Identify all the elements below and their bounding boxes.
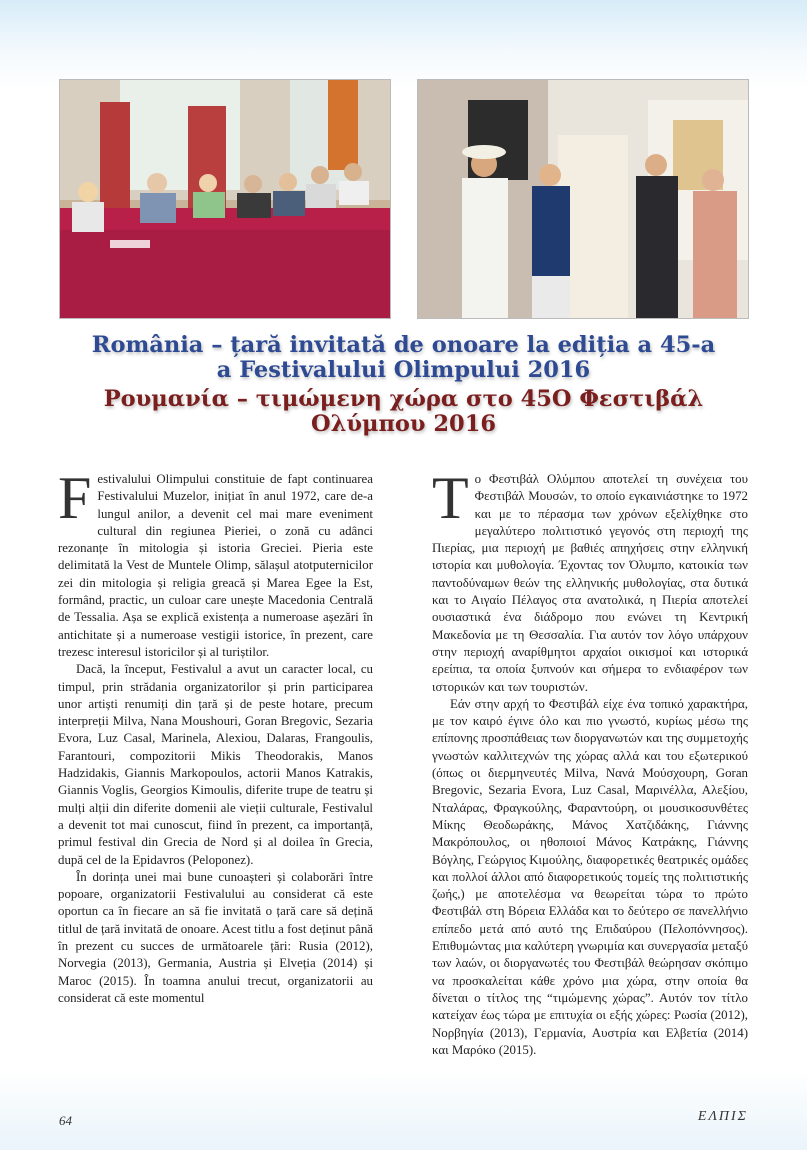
dropcap: Τ [432,465,469,531]
paragraph: Dacă, la început, Festivalul a avut un caracter local, cu timpul, prin strădania organizatorilor și prin participarea unor artiști renumiți din țară și de peste hotare, precum interpreții Milva, Nana Moushouri, Goran Bregovic, Sezaria Evora, Luz Casal, Marinela, Alexiou, Dalaras, Frangoulis, Farantouri, compozitorii Mikis Theodorakis, Manos Hadzidakis, Giannis Markopoulos, actorii Manos Katrakis, Giannis Voglis, Georgios Kimoulis, diferite trupe de teatru și mulți alții din diferite domenii ale vieții culturale, Festivalul a devenit tot mai cunoscut, fiind în prezent, ca importanță, primul festival din Grecia de Nord și al doilea în Grecia, după cel de la Epidavros (Peloponez). [58,662,373,867]
paragraph-text: estivalului Olimpului constituie de fapt continuarea Festivalului Muzelor, inițiat în anul 1972, care de-a lungul anilor, a devenit cel mai mare eveniment cultural din regiunea Pieriei, o zonă cu adânci rezonanțe în mitologia și istoria Greciei. Pieria este delimitată la Vest de Muntele Olimp, sălașul atotputernicilor zei din mitologia și religia greacă și Marea Egee la Est, formând, practic, un culoar care unește Macedonia Centrală de Tessalia. Așa se explică existența a numeroase așezări în antichitate și a numeroase vestigii istorice, în prezent, care trezesc interesul istoricilor și al turiștilor. [58,472,373,659]
page-number: 64 [59,1113,72,1128]
title-greek [40,387,767,437]
paragraph: În dorința unei mai bune cunoașteri și colaborări între popoare, organizatorii Festivalului au considerat că este oportun ca în fiecare an să fie invitată o țară care să dețină titlul de țară invitată de onoare. Acest titlu a fost deținut până în prezent cu succes de următoarele țări: Rusia (2012), Norvegia (2013), Germania, Austria și Elveția (2014) și Maroc (2015). În toamna anului trecut, organizatorii au considerat că este momentul [58,869,374,1005]
paragraph-text: ο Φεστιβάλ Ολύμπου αποτελεί τη συνέχεια του Φεστιβάλ Μουσών, το οποίο εγκαινιάστηκε το 1972 και με το πέρασμα των χρόνων εξελίχθηκε στο μεγαλύτερο πολιτιστικό γεγονός στη περιοχή της Πιερίας, μια περιοχή με βαθιές απηχήσεις στην ελληνική ιστορία και μυθολογία. Έχοντας τον Όλυμπο, κατοικία των παντοδύναμων θεών της ελληνικής μυθολογίας, στα δυτικά και το Αιγαίο Πέλαγος στα ανατολικά, η Πιερία αποτελεί ουσιαστικά ένα διάδρομο που ενώνει τη Κεντρική Μακεδονία με τη Θεσσαλία. Για αυτόν τον λόγο υπάρχουν στην περιοχή αναρίθμητοι αρχαίοι οικισμοί και ιστορικά ερείπια, τα οποία ξυπνούν και σήμερα το ενδιαφέρον των ιστορικών και των τουριστών. [432,472,748,694]
paragraph: Εάν στην αρχή το Φεστιβάλ είχε ένα τοπικό χαρακτήρα, με τον καιρό έγινε όλο και πιο γνωστό, κυρίως μέσω της επίπονης προσπάθειας των διοργανωτών και της συμμετοχής γνωστών καλλιτεχνών της χώρας αλλά και του εξωτερικού (όπως οι διερμηνευτές Milva, Νανά Μούσχουρη, Goran Bregovic, Sezaria Evora, Luz Casal, Μαρινέλλα, Αλεξίου, Νταλάρας, Φραγκούλης, Φαραντούρη, οι μουσικοσυνθέτες Μίκης Θεοδωράκης, Μάνος Χατζιδάκης, Γιάννης Μακρόπουλος, οι ηθοποιοί Μάνος Κατράκης, Γιάννης Βόγλης, Γεώργιος Κιμούλης, διαφορετικές θεατρικές ομάδες και πολλοί άλλοι από διαφορετικούς τομείς της πολιτιστικής ζωής,) με αποτελέσμα να θεωρείται τώρα το πρώτο Φεστιβάλ στη Βόρεια Ελλάδα και το δεύτερο σε πανελλήνιο επίπεδο μετά από αυτό της Επιδαύρου (Πελοπόννησος). Επιθυμώντας μια καλύτερη γνωριμία και συνεργασία μεταξύ των λαών, οι διοργανωτές του Φεστιβάλ θεώρησαν σκόπιμο να προσκαλείται κάθε χρόνο μια χώρα, στην οποία θα δίνεται ο τίτλος της “τιμώμενης χώρας”. Αυτόν τον τίτλο κατείχαν έως τώρα με επιτυχία οι εξής χώρες: Ρωσία (2012), Νορβηγία (2013), Γερμανία, Αυστρία και Ελβετία (2014) και Μαρόκο (2015). [432,696,748,1057]
title-romanian [40,333,767,383]
magazine-name: ΕΛΠΙΣ [697,1109,748,1124]
article-title [40,333,767,437]
paragraph [432,465,748,696]
title-ro-line1: România – țară invitată de onoare la ediția a 45-a [91,332,716,358]
dropcap: F [58,465,92,531]
column-romanian [58,465,374,1007]
title-gr-line2: Ολύμπου 2016 [311,411,496,437]
column-greek [432,465,748,1059]
group-standing-photo [417,79,749,319]
paragraph [58,465,373,661]
title-gr-line1: Ρουμανία – τιμώμενη χώρα στο 45Ο Φεστιβάλ [103,386,704,412]
press-conference-photo [59,79,391,319]
title-ro-line2: a Festivalului Olimpului 2016 [216,357,591,383]
